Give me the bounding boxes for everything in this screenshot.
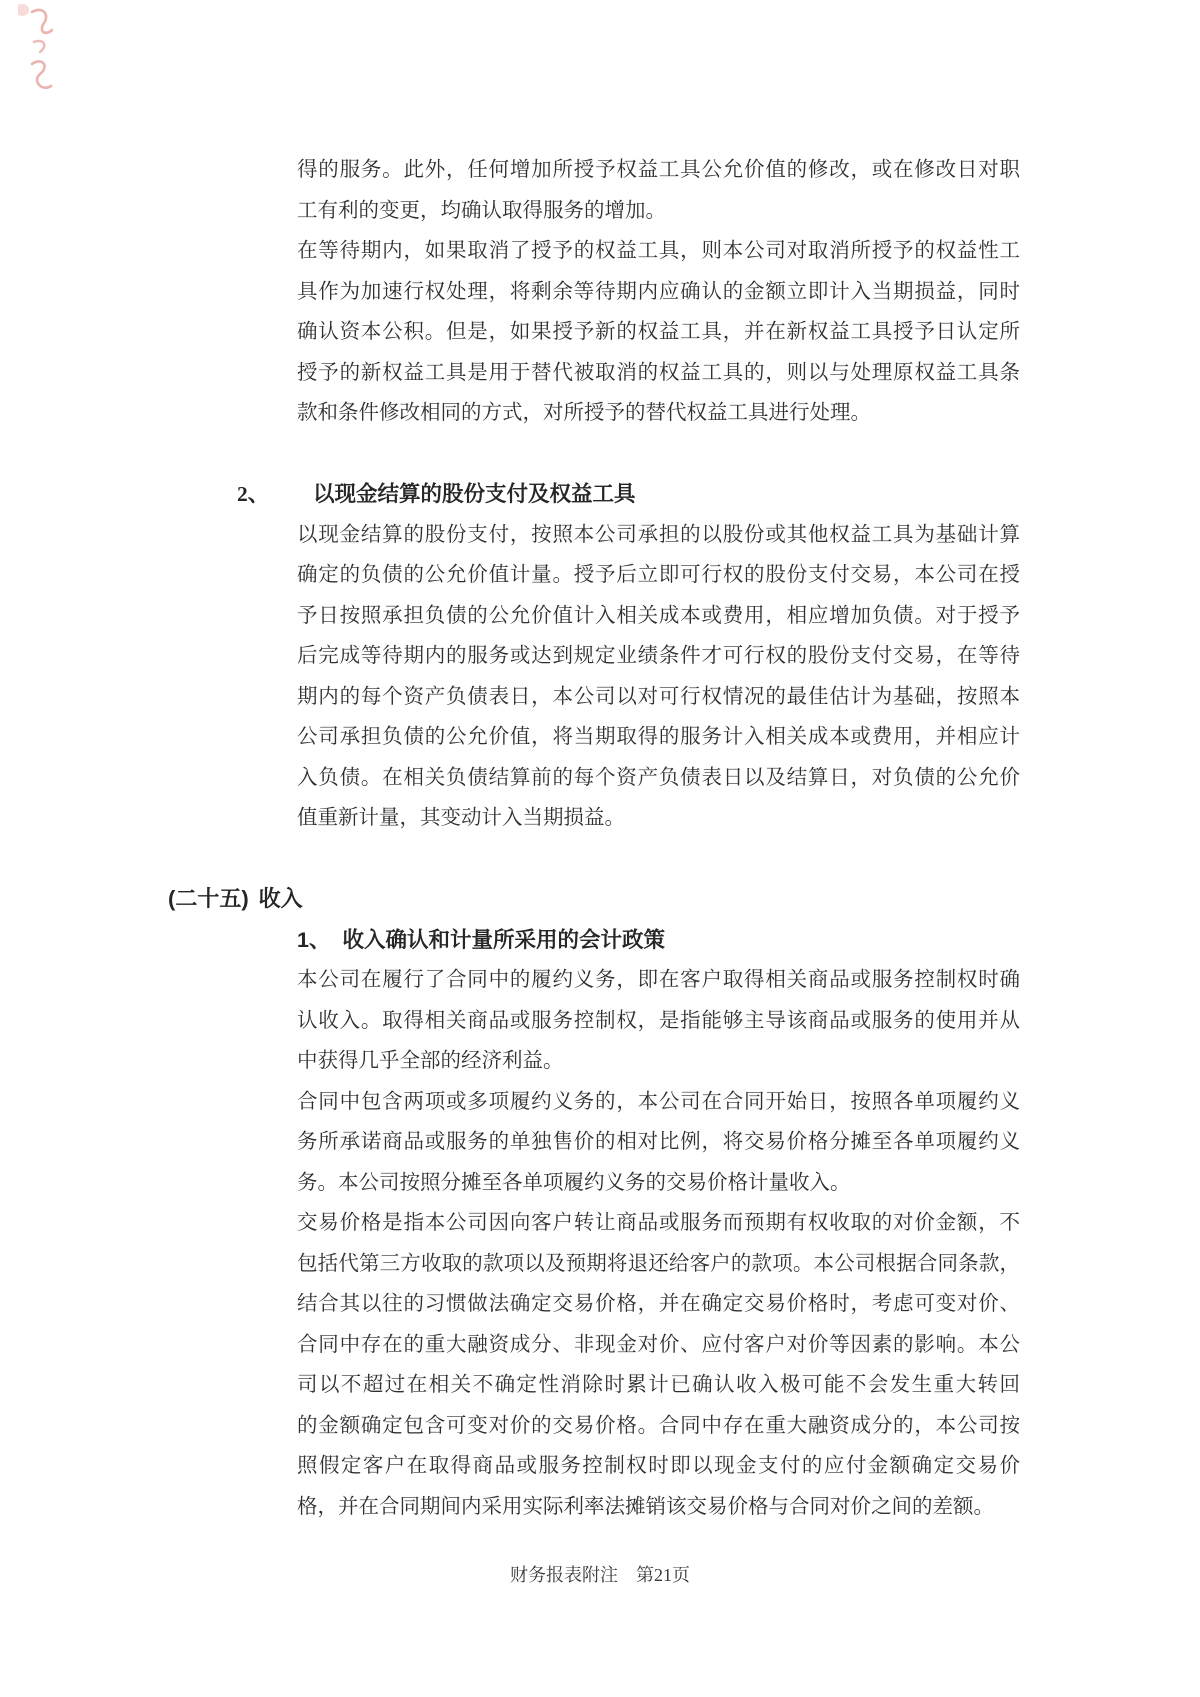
paragraph-equity-cancellation — [297, 231, 1020, 434]
heading-title: 以现金结算的股份支付及权益工具 — [313, 482, 636, 506]
text-line: 交易价格是指本公司因向客户转让商品或服务而预期有权收取的对价金额，不 — [297, 1212, 1020, 1234]
heading-revenue-accounting-policy — [297, 920, 1020, 961]
text-line: 格，并在合同期间内采用实际利率法摊销该交易价格与合同对价之间的差额。 — [297, 1495, 994, 1518]
text-line: 合同中存在的重大融资成分、非现金对价、应付客户对价等因素的影响。本公 — [297, 1333, 1020, 1356]
paragraph-cash-settled-policy — [297, 515, 1020, 839]
text-line: 具作为加速行权处理，将剩余等待期内应确认的金额立即计入当期损益，同时 — [297, 280, 1020, 303]
heading-title: 收入确认和计量所采用的会计政策 — [342, 927, 665, 952]
text-line: 公司承担负债的公允价值，将当期取得的服务计入相关成本或费用，并相应计 — [297, 726, 1020, 748]
page-footer — [0, 1562, 1200, 1588]
text-line: 期内的每个资产负债表日，本公司以对可行权情况的最佳估计为基础，按照本 — [297, 685, 1020, 708]
text-line: 务所承诺商品或服务的单独售价的相对比例，将交易价格分摊至各单项履约义 — [297, 1131, 1020, 1153]
text-line: 中获得几乎全部的经济利益。 — [297, 1050, 564, 1072]
heading-number: (二十五) — [168, 886, 249, 911]
text-line: 值重新计量，其变动计入当期损益。 — [297, 807, 625, 829]
text-line: 后完成等待期内的服务或达到规定业绩条件才可行权的股份支付交易，在等待 — [297, 645, 1020, 667]
text-line: 款和条件修改相同的方式，对所授予的替代权益工具进行处理。 — [297, 402, 871, 424]
text-line: 合同中包含两项或多项履约义务的，本公司在合同开始日，按照各单项履约义 — [297, 1090, 1020, 1113]
text-line: 务。本公司按照分摊至各单项履约义务的交易价格计量收入。 — [297, 1171, 851, 1194]
text-line: 的金额确定包含可变对价的交易价格。合同中存在重大融资成分的，本公司按 — [297, 1414, 1020, 1437]
text-line: 予日按照承担负债的公允价值计入相关成本或费用，相应增加负债。对于授予 — [297, 604, 1020, 627]
text-line: 授予的新权益工具是用于替代被取消的权益工具的，则以与处理原权益工具条 — [297, 361, 1020, 384]
text-line: 照假定客户在取得商品或服务控制权时即以现金支付的应付金额确定交易价 — [297, 1455, 1020, 1477]
text-line: 以现金结算的股份支付，按照本公司承担的以股份或其他权益工具为基础计算 — [297, 523, 1020, 546]
text-line: 认收入。取得相关商品或服务控制权，是指能够主导该商品或服务的使用并从 — [297, 1009, 1020, 1032]
heading-revenue-section — [168, 879, 1020, 920]
document-body — [168, 150, 1020, 1527]
paragraph-equity-modification — [297, 150, 1020, 231]
text-line: 工有利的变更，均确认取得服务的增加。 — [297, 199, 666, 222]
red-pen-mark — [18, 2, 68, 107]
footer-page-number: 第21页 — [636, 1565, 690, 1585]
heading-number: 2、 — [237, 482, 270, 506]
text-line: 得的服务。此外，任何增加所授予权益工具公允价值的修改，或在修改日对职 — [297, 159, 1020, 181]
text-line: 入负债。在相关负债结算前的每个资产负债表日以及结算日，对负债的公允价 — [297, 766, 1020, 789]
paragraph-revenue-recognition — [297, 960, 1020, 1082]
text-line: 包括代第三方收取的款项以及预期将退还给客户的款项。本公司根据合同条款， — [297, 1252, 1020, 1275]
text-line: 确定的负债的公允价值计量。授予后立即可行权的股份支付交易，本公司在授 — [297, 564, 1020, 586]
text-line: 本公司在履行了合同中的履约义务，即在客户取得相关商品或服务控制权时确 — [297, 969, 1020, 991]
heading-number: 1、 — [297, 927, 331, 952]
paragraph-transaction-price — [297, 1203, 1020, 1527]
footer-document-label: 财务报表附注 — [510, 1565, 618, 1585]
text-line: 在等待期内，如果取消了授予的权益工具，则本公司对取消所授予的权益性工 — [297, 240, 1020, 262]
text-line: 结合其以往的习惯做法确定交易价格，并在确定交易价格时，考虑可变对价、 — [297, 1293, 1020, 1315]
paragraph-performance-obligation-allocation — [297, 1082, 1020, 1204]
heading-cash-settled-share-payment — [237, 474, 1020, 515]
text-line: 司以不超过在相关不确定性消除时累计已确认收入极可能不会发生重大转回 — [297, 1374, 1020, 1396]
text-line: 确认资本公积。但是，如果授予新的权益工具，并在新权益工具授予日认定所 — [297, 321, 1020, 343]
heading-title: 收入 — [258, 886, 303, 911]
